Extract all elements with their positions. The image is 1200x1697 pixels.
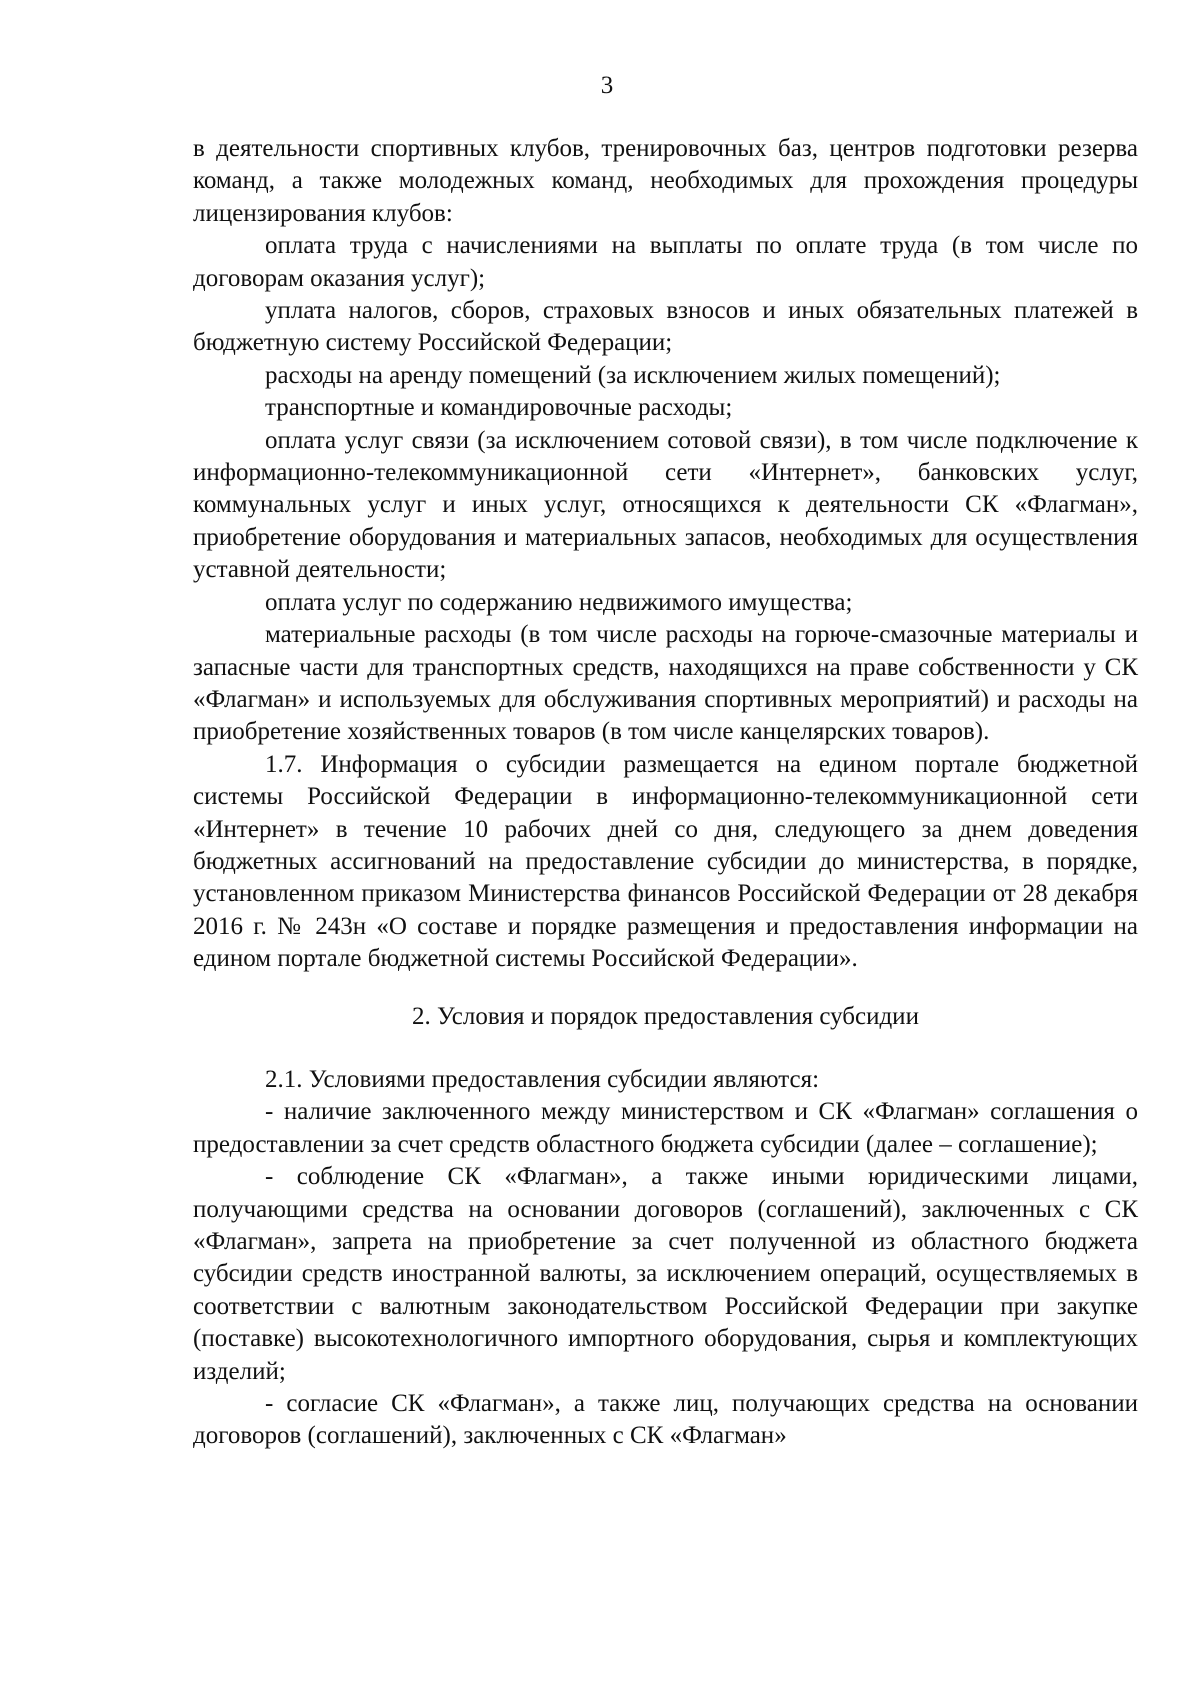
paragraph-continuation: в деятельности спортивных клубов, тренировочных баз, центров подготовки резерва команд, а также молодежных команд, необходимых для прохождения процедуры лицензирования клубов:: [193, 135, 1138, 227]
list-item-wages: оплата труда с начислениями на выплаты по оплате труда (в том числе по договорам оказания услуг);: [193, 232, 1138, 292]
list-item-travel: транспортные и командировочные расходы;: [265, 394, 733, 422]
section-heading: 2. Условия и порядок предоставления субсидии: [412, 1002, 919, 1030]
clause-1-7: 1.7. Информация о субсидии размещается на едином портале бюджетной системы Российской Федерации в информационно-телекоммуникационной сети «Интернет» в течение 10 рабочих дней со дня, следующего за днем доведения бюджетных ассигнований на предоставление субсидии до министерства, в порядке, установленном приказом Министерства финансов Российской Федерации от 28 декабря 2016 г. № 243н «О составе и порядке размещения и предоставления информации на едином портале бюджетной системы Российской Федерации».: [193, 750, 1138, 973]
condition-consent: - согласие СК «Флагман», а также лиц, получающих средства на основании договоров (соглашений), заключенных с СК «Флагман»: [193, 1390, 1138, 1450]
document-body: [193, 133, 1138, 1453]
condition-currency-ban: - соблюдение СК «Флагман», а также иными юридическими лицами, получающими средства на основании договоров (соглашений), заключенных с СК «Флагман», запрета на приобретение за счет полученной из областного бюджета субсидии средств иностранной валюты, за исключением операций, осуществляемых в соответствии с валютным законодательством Российской Федерации при закупке (поставке) высокотехнологичного импортного оборудования, сырья и комплектующих изделий;: [193, 1163, 1138, 1385]
clause-2-1: 2.1. Условиями предоставления субсидии являются:: [265, 1065, 820, 1093]
list-item-taxes: уплата налогов, сборов, страховых взносов и иных обязательных платежей в бюджетную систему Российской Федерации;: [193, 297, 1138, 357]
condition-agreement: - наличие заключенного между министерством и СК «Флагман» соглашения о предоставлении за счет средств областного бюджета субсидии (далее – соглашение);: [193, 1098, 1138, 1158]
list-item-property-maintenance: оплата услуг по содержанию недвижимого имущества;: [265, 588, 853, 616]
list-item-rent: расходы на аренду помещений (за исключением жилых помещений);: [265, 361, 1001, 389]
list-item-communications: оплата услуг связи (за исключением сотовой связи), в том числе подключение к информационно-телекоммуникационной сети «Интернет», банковских услуг, коммунальных услуг и иных услуг, относящихся к деятельности СК «Флагман», приобретение оборудования и материальных запасов, необходимых для осуществления уставной деятельности;: [193, 426, 1138, 584]
list-item-material-expenses: материальные расходы (в том числе расходы на горюче-смазочные материалы и запасные части для транспортных средств, находящихся на праве собственности у СК «Флагман» и используемых для обслуживания спортивных мероприятий) и расходы на приобретение хозяйственных товаров (в том числе канцелярских товаров).: [193, 621, 1138, 746]
page-number: 3: [600, 72, 614, 99]
